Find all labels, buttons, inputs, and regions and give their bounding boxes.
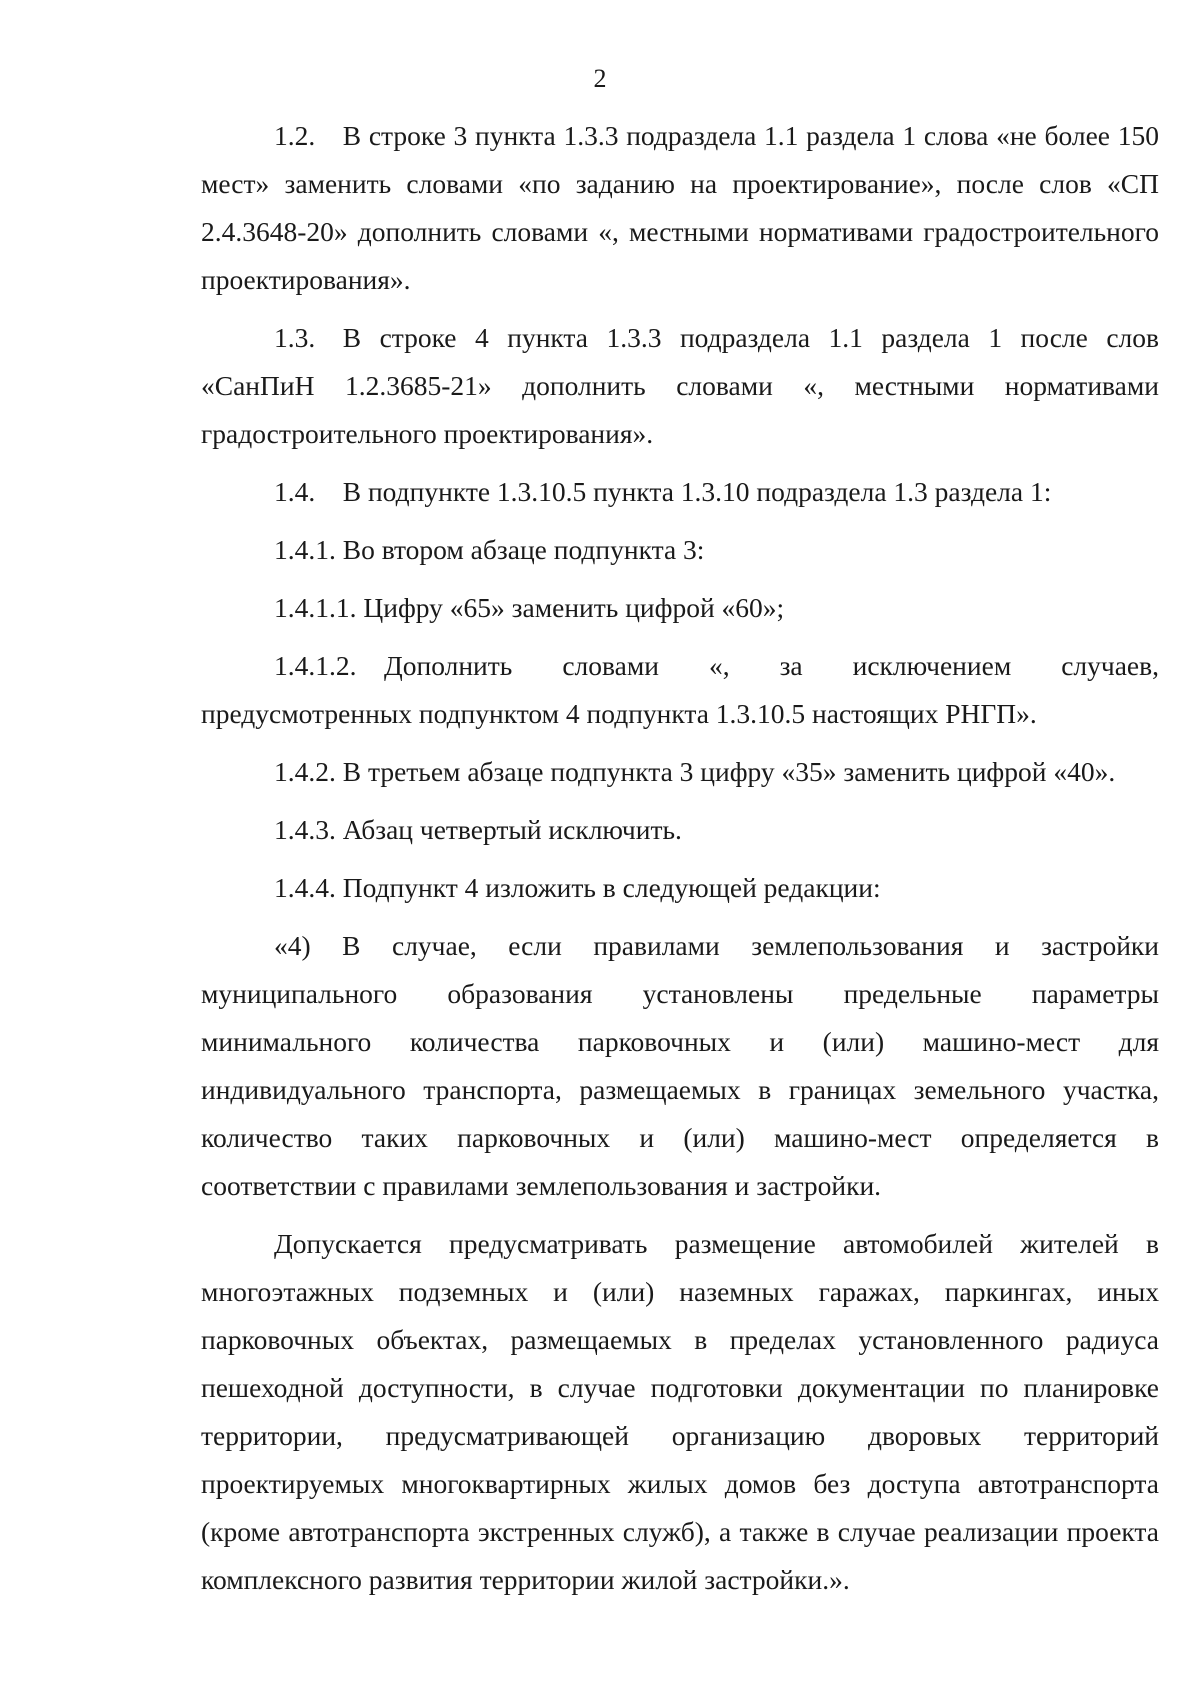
paragraph-1-3: 1.3. В строке 4 пункта 1.3.3 подраздела 1.1 раздела 1 после слов «СанПиН 1.2.3685-21» дополнить словами «, местными нормативами градостроительного проектирования». (201, 322, 1159, 449)
page-number: 2 (593, 64, 607, 93)
paragraph-1-4-1: 1.4.1. Во втором абзаце подпункта 3: (274, 534, 705, 565)
document-body (201, 112, 1159, 1604)
paragraph-1-4-2: 1.4.2. В третьем абзаце подпункта 3 цифру «35» заменить цифрой «40». (274, 756, 1116, 787)
paragraph-1-4-1-1: 1.4.1.1. Цифру «65» заменить цифрой «60»; (274, 592, 785, 623)
paragraph-1-4-4: 1.4.4. Подпункт 4 изложить в следующей редакции: (274, 872, 881, 903)
quoted-paragraph-4: «4) В случае, если правилами землепользования и застройки муниципального образования установлены предельные параметры минимального количества парковочных и (или) машино-мест для индивидуального транспорта, размещаемых в границах земельного участка, количество таких парковочных и (или) машино-мест определяется в соответствии с правилами землепользования и застройки. (201, 930, 1159, 1201)
paragraph-1-4-1-2: 1.4.1.2. Дополнить словами «, за исключением случаев, предусмотренных подпунктом 4 подпункта 1.3.10.5 настоящих РНГП». (201, 650, 1159, 729)
paragraph-1-4: 1.4. В подпункте 1.3.10.5 пункта 1.3.10 подраздела 1.3 раздела 1: (274, 476, 1052, 507)
paragraph-1-2: 1.2. В строке 3 пункта 1.3.3 подраздела 1.1 раздела 1 слова «не более 150 мест» заменить словами «по заданию на проектирование», после слов «СП 2.4.3648-20» дополнить словами «, местными нормативами градостроительного проектирования». (201, 120, 1159, 295)
quoted-paragraph-parking: Допускается предусматривать размещение автомобилей жителей в многоэтажных подземных и (или) наземных гаражах, паркингах, иных парковочных объектах, размещаемых в пределах установленного радиуса пешеходной доступности, в случае подготовки документации по планировке территории, предусматривающей организацию дворовых территорий проектируемых многоквартирных жилых домов без доступа автотранспорта (кроме автотранспорта экстренных служб), а также в случае реализации проекта комплексного развития территории жилой застройки.». (201, 1228, 1159, 1595)
paragraph-1-4-3: 1.4.3. Абзац четвертый исключить. (274, 814, 682, 845)
